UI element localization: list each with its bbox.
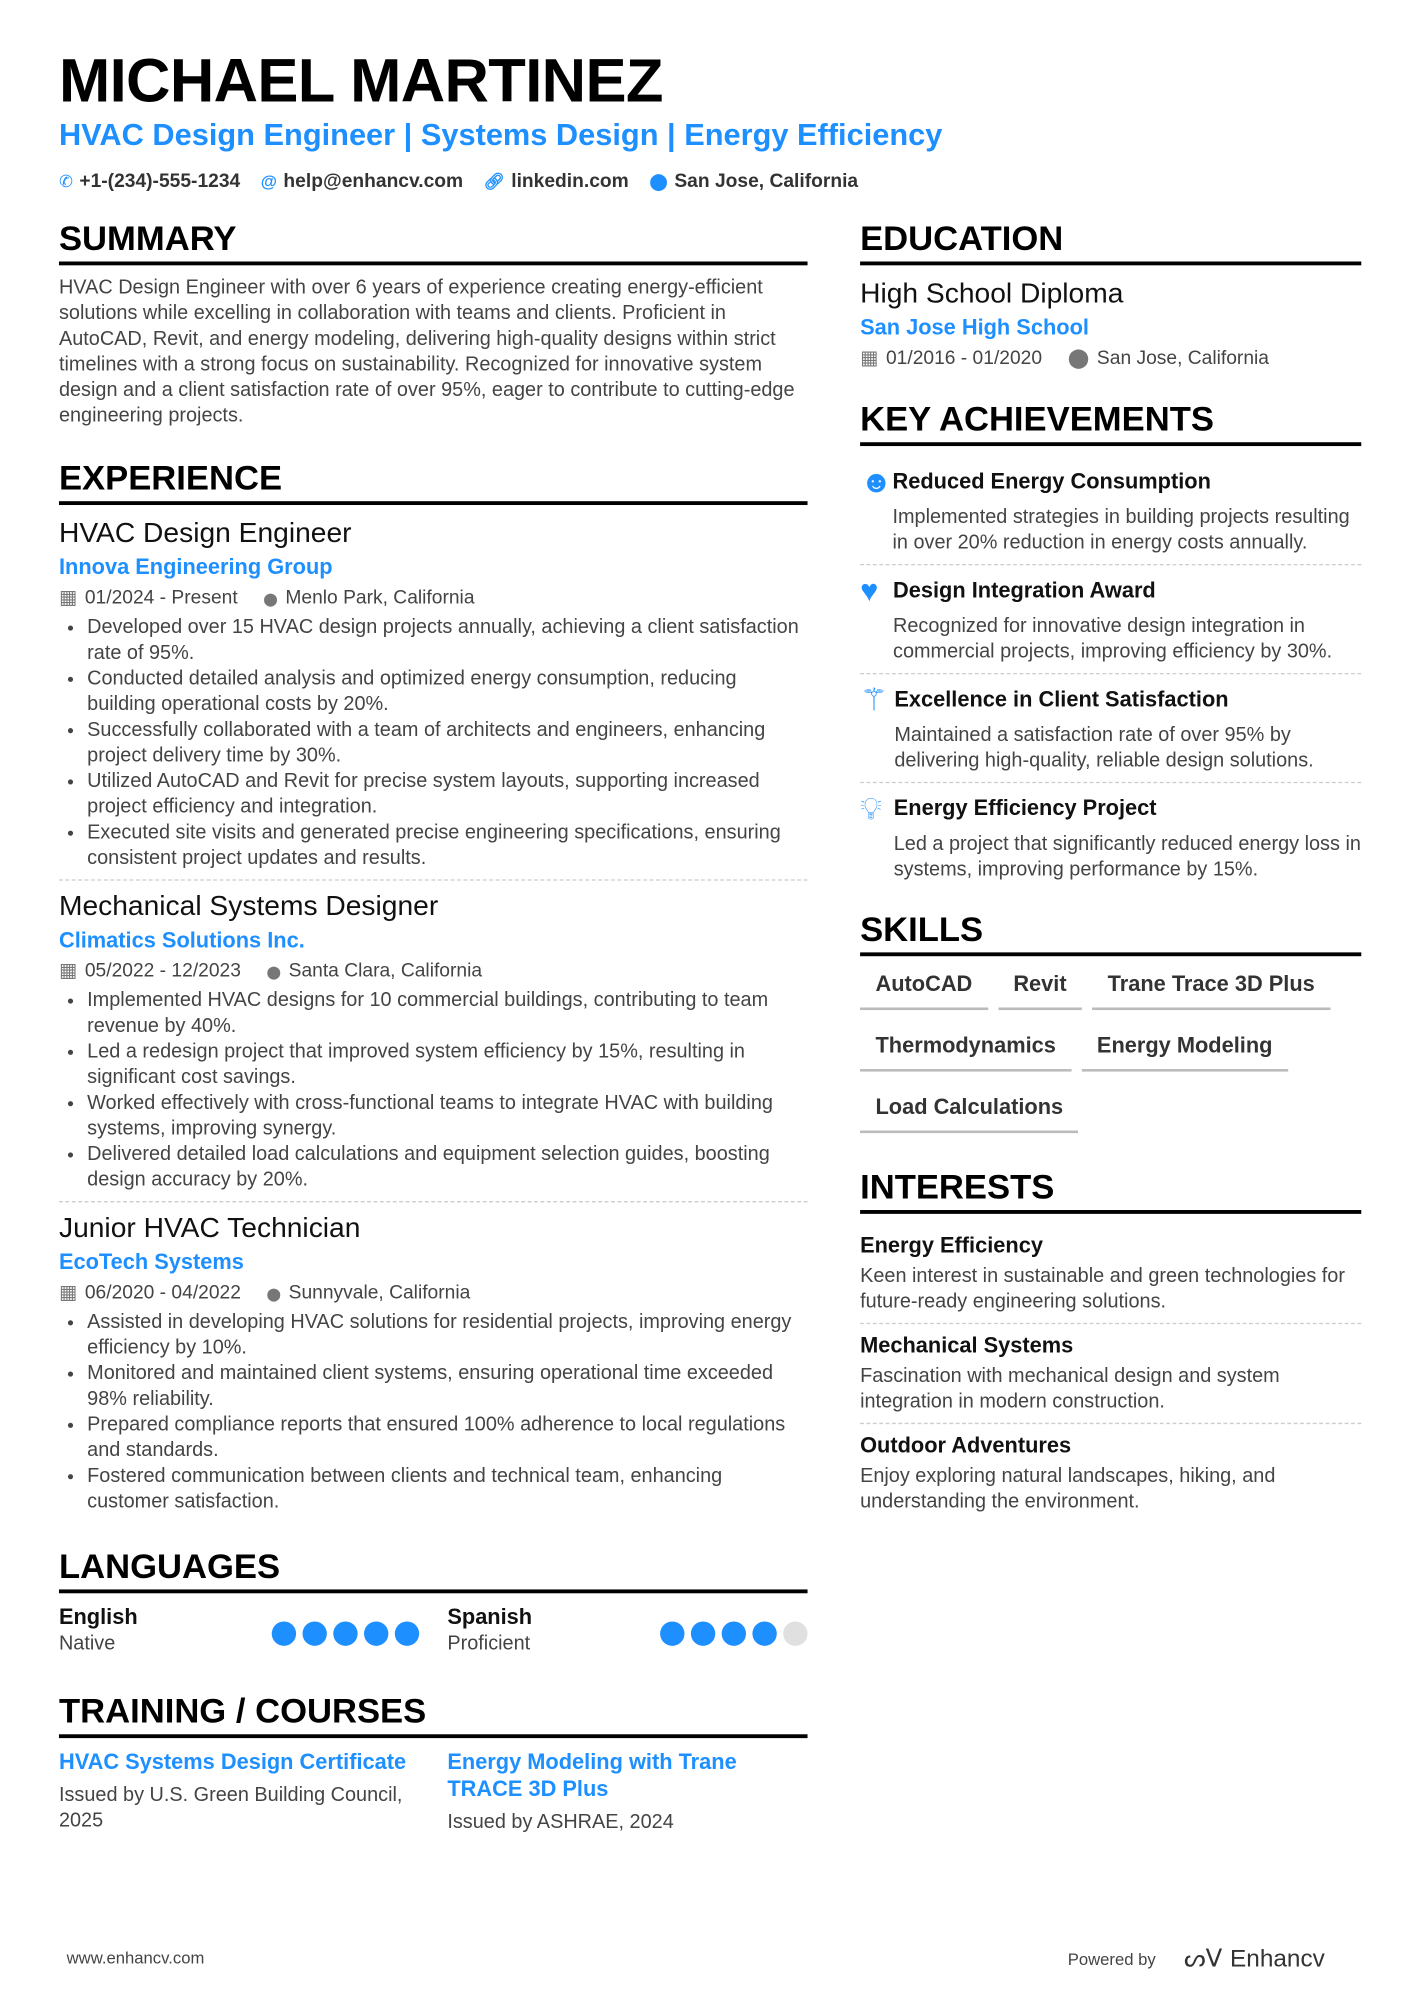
rating-dot: [691, 1621, 715, 1645]
contact-phone[interactable]: [59, 170, 240, 192]
calendar-icon: ▦: [860, 347, 879, 370]
course-issuer: Issued by U.S. Green Building Council, 2025: [58, 1784, 403, 1832]
language-rating: [272, 1604, 419, 1658]
job-location: [263, 585, 474, 616]
job-location: [267, 1279, 471, 1310]
phone-icon: ✆: [58, 171, 73, 191]
calendar-icon: ▦: [58, 960, 78, 982]
section-title: TRAINING / COURSES: [59, 1691, 808, 1738]
achievement-title: Design Integration Award: [893, 578, 1156, 603]
skill-tag: Revit: [998, 966, 1082, 1010]
job-dates: [59, 585, 238, 616]
dates-text: 05/2022 - 12/2023: [84, 960, 241, 982]
language-name: English: [58, 1604, 138, 1630]
location-icon: ⬤: [266, 966, 281, 981]
achievement-text: Implemented strategies in building projects resulting in over 20% reduction in energy costs annually.: [892, 506, 1350, 554]
language-text: [447, 1604, 532, 1658]
bullet-item: • Assisted in developing HVAC solutions for residential projects, improving energy efficiency by 10%.: [87, 1310, 807, 1361]
job-dates: [59, 1279, 241, 1310]
achievement-body: [893, 576, 1361, 666]
rating-dot: [752, 1621, 776, 1645]
section-title: INTERESTS: [860, 1166, 1361, 1213]
rating-dot: [303, 1621, 327, 1645]
achievement-item: [860, 565, 1361, 674]
job-dates: [59, 958, 241, 989]
rating-dot: [660, 1621, 684, 1645]
skill-tag: Trane Trace 3D Plus: [1092, 966, 1330, 1010]
language-text: [59, 1604, 138, 1658]
skill-tag: Load Calculations: [860, 1090, 1078, 1134]
achievement-body: [894, 793, 1362, 883]
bullet-item: • Delivered detailed load calculations and equipment selection guides, boosting design accuracy by 20%.: [87, 1142, 807, 1193]
bullet-item: • Conducted detailed analysis and optimized energy consumption, reducing building operational costs by 20%.: [87, 667, 807, 718]
dates-text: 01/2024 - Present: [84, 587, 238, 609]
achievement-title: Excellence in Client Satisfaction: [894, 687, 1229, 712]
summary-text: HVAC Design Engineer with over 6 years of experience creating energy-efficient solutions while excelling in collaboration with teams and clients. Proficient in AutoCAD, Revit, and energy modeling, delivering high-quality designs within strict timelines with a strong focus on sustainability. Recognized for innovative system design and a client satisfaction rate of over 95%, eager to contribute to cutting-edge engineering projects.: [58, 276, 795, 427]
education-section: [860, 218, 1361, 373]
course-name[interactable]: Energy Modeling with Trane TRACE 3D Plus: [447, 1749, 737, 1801]
contact-email[interactable]: [261, 170, 463, 192]
rating-dot: [333, 1621, 357, 1645]
language-rating: [660, 1604, 807, 1658]
link-icon: 🔗︎: [483, 171, 505, 191]
company-name[interactable]: EcoTech Systems: [58, 1249, 244, 1275]
bullet-item: • Executed site visits and generated precise engineering specifications, ensuring consistent project updates and results.: [87, 820, 807, 871]
interest-item: [860, 1324, 1361, 1424]
achievement-text: Maintained a satisfaction rate of over 95% by delivering high-quality, reliable design solutions.: [894, 724, 1314, 772]
section-title: SUMMARY: [59, 218, 808, 265]
head-icon: ☻: [860, 465, 893, 500]
footer-url[interactable]: www.enhancv.com: [66, 1948, 205, 1968]
job-entry: [59, 888, 808, 1202]
section-title: KEY ACHIEVEMENTS: [860, 399, 1361, 446]
candidate-name: MICHAEL MARTINEZ: [58, 47, 663, 116]
powered-by: [1068, 1944, 1325, 1973]
at-icon: @: [260, 171, 278, 191]
bullet-list: [87, 615, 807, 871]
job-entry: [59, 1210, 808, 1523]
job-title: Mechanical Systems Designer: [58, 889, 439, 922]
job-meta: [59, 585, 808, 616]
bullet-item: • Worked effectively with cross-functional teams to integrate HVAC with building systems, improving synergy.: [87, 1091, 807, 1142]
degree: High School Diploma: [860, 276, 1124, 309]
bullet-item: • Developed over 15 HVAC design projects annually, achieving a client satisfaction rate of 95%.: [87, 615, 807, 666]
achievement-body: [892, 467, 1361, 557]
course-name[interactable]: HVAC Systems Design Certificate: [58, 1749, 407, 1775]
achievement-item: [860, 783, 1361, 891]
section-title: LANGUAGES: [59, 1546, 808, 1593]
calendar-icon: ▦: [58, 1281, 78, 1304]
languages-section: [59, 1546, 808, 1658]
heart-icon: ♥: [860, 574, 879, 609]
bullet-item: • Utilized AutoCAD and Revit for precise system layouts, supporting increased project efficiency and integration.: [87, 769, 807, 820]
bullet-item: • Successfully collaborated with a team of architects and engineers, enhancing project delivery time by 30%.: [87, 718, 807, 769]
interest-title: Energy Efficiency: [860, 1233, 1043, 1258]
contact-location: [649, 170, 858, 192]
lightbulb-icon: 💡︎: [860, 792, 882, 827]
language-item: [59, 1604, 419, 1658]
logo-icon: ᔕᐯ: [1183, 1945, 1223, 1973]
training-section: [59, 1691, 808, 1836]
language-level: Proficient: [447, 1633, 531, 1655]
rating-dot: [364, 1621, 388, 1645]
edu-location: ⬤ San Jose, California: [1067, 347, 1270, 370]
powered-label: Powered by: [1067, 1949, 1156, 1969]
right-column: [860, 218, 1361, 1523]
rating-dot: [272, 1621, 296, 1645]
interest-title: Outdoor Adventures: [860, 1433, 1072, 1458]
edu-dates: ▦ 01/2016 - 01/2020: [860, 347, 1043, 370]
rating-dot: [395, 1621, 419, 1645]
bullet-item: • Monitored and maintained client systems, ensuring operational time exceeded 98% reliability.: [87, 1361, 807, 1412]
link-text: linkedin.com: [511, 170, 629, 193]
bullet-list: [87, 988, 807, 1193]
company-name[interactable]: Climatics Solutions Inc.: [58, 928, 305, 953]
section-title: EDUCATION: [860, 218, 1361, 265]
school: San Jose High School: [860, 315, 1089, 340]
course-item: [59, 1748, 419, 1835]
company-name[interactable]: Innova Engineering Group: [58, 555, 333, 580]
bullet-item: • Prepared compliance reports that ensured 100% adherence to local regulations and standards.: [87, 1413, 807, 1464]
bullet-item: • Led a redesign project that improved system efficiency by 15%, resulting in significant cost savings.: [87, 1040, 807, 1091]
achievement-body: [894, 684, 1361, 774]
bullet-item: • Fostered communication between clients and technical team, enhancing customer satisfaction.: [87, 1464, 807, 1515]
job-title: HVAC Design Engineer: [58, 516, 352, 549]
interest-item: [860, 1424, 1361, 1523]
job-title: Junior HVAC Technician: [58, 1211, 361, 1244]
interest-text: Enjoy exploring natural landscapes, hiking, and understanding the environment.: [860, 1465, 1276, 1513]
skill-tag: Thermodynamics: [860, 1028, 1071, 1072]
section-title: EXPERIENCE: [59, 458, 808, 505]
location-icon: ⬤: [649, 171, 668, 191]
enhancv-logo[interactable]: ᔕᐯ Enhancv: [1183, 1945, 1325, 1973]
language-level: Native: [58, 1633, 116, 1655]
bullet-list: [87, 1310, 807, 1515]
location-icon: ⬤: [266, 1288, 281, 1303]
interest-title: Mechanical Systems: [860, 1333, 1074, 1358]
headline: HVAC Design Engineer | Systems Design | Energy Efficiency: [58, 117, 943, 153]
email-text: help@enhancv.com: [283, 170, 464, 193]
interest-text: Fascination with mechanical design and system integration in modern construction.: [860, 1365, 1280, 1413]
language-item: [447, 1604, 807, 1658]
contact-link[interactable]: [484, 170, 629, 192]
skills-section: [860, 909, 1361, 1133]
achievement-title: Energy Efficiency Project: [893, 795, 1157, 821]
achievements-section: [860, 399, 1361, 891]
phone-text: +1-(234)-555-1234: [79, 170, 241, 193]
interest-item: [860, 1224, 1361, 1324]
calendar-icon: ▦: [58, 587, 78, 609]
left-column: [59, 218, 808, 1836]
achievement-text: Recognized for innovative design integration in commercial projects, improving efficiency by 30%.: [893, 615, 1333, 663]
location-icon: ⬤: [1067, 347, 1090, 370]
job-meta: [59, 958, 808, 989]
rating-dot: [722, 1621, 746, 1645]
location-text: Menlo Park, California: [285, 587, 475, 609]
language-name: Spanish: [447, 1604, 533, 1630]
achievement-text: Led a project that significantly reduced energy loss in systems, improving performance by 15%.: [893, 833, 1361, 881]
course-item: [447, 1748, 807, 1835]
contact-bar: [59, 170, 858, 192]
job-entry: [59, 515, 808, 880]
dates-text: 06/2020 - 04/2022: [84, 1281, 241, 1304]
rating-dot: [783, 1621, 807, 1645]
location-text: Sunnyvale, California: [288, 1281, 471, 1304]
interests-section: [860, 1166, 1361, 1522]
summary-section: [59, 218, 808, 429]
achievement-item: [860, 674, 1361, 783]
location-text: Santa Clara, California: [288, 960, 483, 982]
magic-wand-icon: ⚚: [860, 683, 888, 718]
section-title: SKILLS: [860, 909, 1361, 956]
location-icon: ⬤: [263, 593, 278, 608]
skill-tag: Energy Modeling: [1082, 1028, 1288, 1072]
experience-section: [59, 458, 808, 1523]
course-issuer: Issued by ASHRAE, 2024: [447, 1811, 674, 1833]
interest-text: Keen interest in sustainable and green technologies for future-ready engineering solutions.: [860, 1265, 1345, 1313]
location-text: San Jose, California: [674, 170, 859, 193]
achievement-title: Reduced Energy Consumption: [892, 469, 1211, 494]
skill-tag: AutoCAD: [860, 966, 988, 1010]
achievement-item: [860, 456, 1361, 565]
job-meta: [59, 1279, 808, 1310]
job-location: [267, 958, 483, 989]
bullet-item: • Implemented HVAC designs for 10 commercial buildings, contributing to team revenue by 40%.: [87, 988, 807, 1039]
